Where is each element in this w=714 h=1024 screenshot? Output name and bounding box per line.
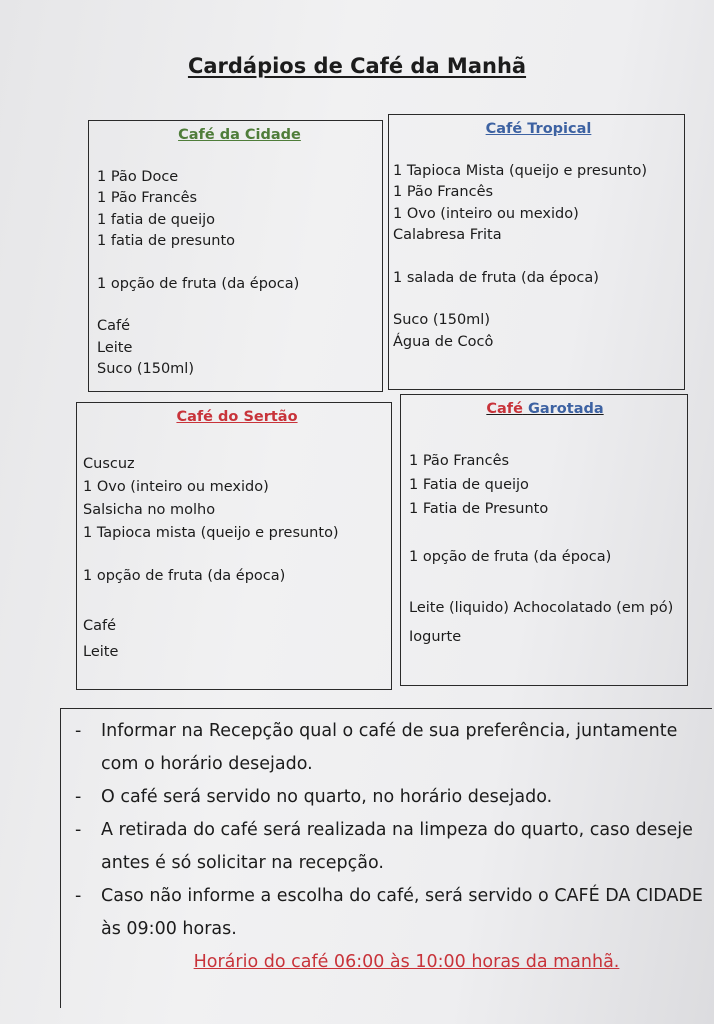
menu-item: 1 Pão Francês (409, 452, 510, 469)
menu-items-group-2 (393, 268, 684, 290)
menu-item: 1 Tapioca mista (queijo e presunto) (83, 524, 339, 541)
menu-item: Suco (150ml) (97, 361, 194, 377)
bullet-dash: - (75, 820, 82, 840)
menu-items-group-2 (97, 274, 382, 296)
menu-items-group-3 (83, 613, 391, 665)
menu-box-cafe-garotada (400, 394, 688, 686)
menu-title-cafe-garotada (409, 399, 681, 421)
instruction-item (61, 715, 712, 781)
instructions-box (60, 708, 712, 1008)
bullet-dash: - (75, 721, 82, 741)
menu-item: 1 Pão Francês (393, 184, 494, 200)
menu-item: 1 opção de fruta (da época) (83, 567, 286, 584)
menu-item: Suco (150ml) (393, 312, 490, 328)
menu-item: Salsicha no molho (83, 501, 216, 518)
menu-items-group-1 (409, 449, 681, 521)
menu-items-group-2 (409, 547, 681, 569)
menu-item: 1 Fatia de Presunto (409, 500, 549, 517)
menu-title-part-2: Garotada (527, 401, 604, 417)
menu-item: Cuscuz (83, 455, 135, 472)
menu-items-group-3 (97, 316, 382, 381)
menu-items-group-3 (409, 594, 681, 652)
instruction-text: A retirada do café será realizada na limpeza do quarto, caso deseje antes é só solicitar na recepção. (101, 820, 693, 873)
menu-item: 1 salada de fruta (da época) (393, 269, 599, 286)
menu-item: Café (83, 618, 117, 634)
menu-item: Café (97, 318, 131, 334)
instruction-item (61, 781, 712, 814)
menu-item: 1 Pão Doce (97, 168, 179, 185)
menu-item: Leite (liquido) Achocolatado (em pó) (409, 600, 674, 616)
menu-items-group-2 (83, 566, 391, 588)
menu-item: Água de Cocô (393, 333, 494, 350)
page-title: Cardápios de Café da Manhã (187, 54, 527, 78)
instruction-text: Informar na Recepção qual o café de sua preferência, juntamente com o horário desejado. (101, 721, 678, 774)
menu-item: 1 Ovo (inteiro ou mexido) (393, 205, 579, 222)
menu-item: Leite (83, 644, 119, 660)
menu-item: 1 opção de fruta (da época) (97, 275, 300, 292)
menu-title-cafe-da-cidade: Café da Cidade (178, 127, 301, 143)
instruction-text: O café será servido no quarto, no horário desejado. (101, 787, 553, 807)
menu-item: 1 Fatia de queijo (409, 476, 529, 493)
menu-item: Calabresa Frita (393, 227, 502, 243)
menu-title-part-1: Café (486, 401, 523, 417)
breakfast-hours: Horário do café 06:00 às 10:00 horas da manhã. (193, 952, 620, 972)
menu-box-cafe-do-sertao (76, 402, 392, 690)
menu-item: Leite (97, 339, 133, 356)
menu-title-cafe-do-sertao: Café do Sertão (176, 409, 298, 425)
menu-item: 1 fatia de queijo (97, 211, 216, 228)
menu-box-cafe-da-cidade (88, 120, 383, 392)
menu-item: 1 Pão Francês (97, 190, 198, 206)
instruction-item (61, 814, 712, 880)
menu-box-cafe-tropical (388, 114, 685, 390)
bullet-dash: - (75, 787, 82, 807)
menu-item: Iogurte (409, 629, 462, 645)
bullet-dash: - (75, 886, 82, 906)
menu-items-group-1 (83, 453, 391, 545)
menu-items-group-1 (97, 167, 382, 253)
menu-item: 1 opção de fruta (da época) (409, 548, 612, 565)
menu-item: 1 Tapioca Mista (queijo e presunto) (393, 162, 647, 179)
menu-item: 1 Ovo (inteiro ou mexido) (83, 478, 269, 495)
instruction-item (61, 880, 712, 946)
menu-items-group-3 (393, 310, 684, 353)
menu-title-cafe-tropical: Café Tropical (485, 121, 592, 137)
menu-items-group-1 (393, 161, 684, 247)
menu-item: 1 fatia de presunto (97, 233, 236, 249)
instruction-text: Caso não informe a escolha do café, será servido o CAFÉ DA CIDADE às 09:00 horas. (101, 886, 703, 939)
